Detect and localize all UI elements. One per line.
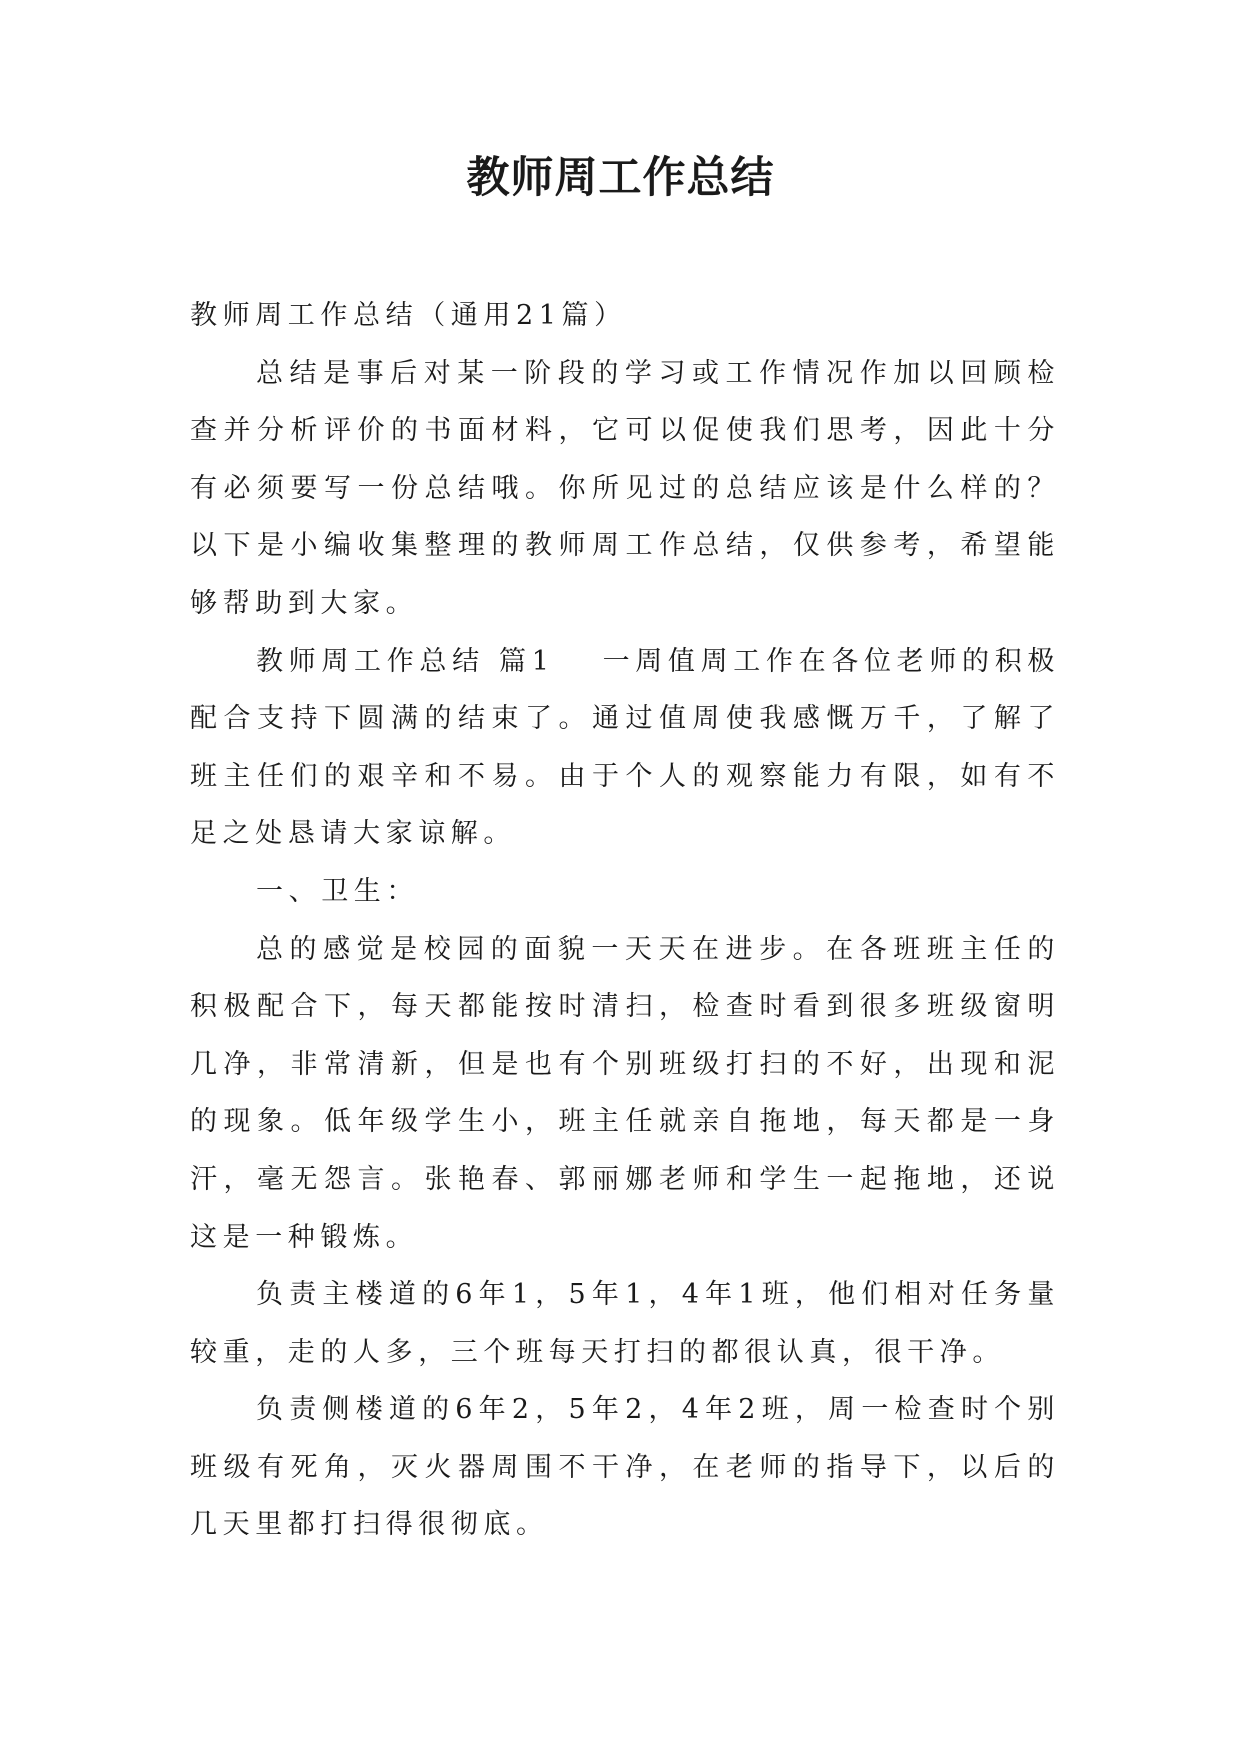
- document-title: 教师周工作总结: [466, 153, 775, 203]
- section-1-paragraph: [190, 633, 1060, 863]
- hygiene-heading: 一、卫生：: [256, 875, 419, 907]
- section-1-lead-text: 一周值周工作在各位老师的积极配合支持下圆满的结束了。通过值周使我感慨万千，了解了班主任们的艰辛和不易。由于个人的观察能力有限，如有不足之处恳请大家谅解。: [190, 645, 1060, 850]
- section-1-heading: 教师周工作总结 篇1: [256, 645, 555, 677]
- intro-paragraph: 总结是事后对某一阶段的学习或工作情况作加以回顾检查并分析评价的书面材料，它可以促使我们思考，因此十分有必须要写一份总结哦。你所见过的总结应该是什么样的？以下是小编收集整理的教师周工作总结，仅供参考，希望能够帮助到大家。: [190, 357, 1060, 619]
- hygiene-paragraph-1: 总的感觉是校园的面貌一天天在进步。在各班班主任的积极配合下，每天都能按时清扫，检查时看到很多班级窗明几净，非常清新，但是也有个别班级打扫的不好，出现和泥的现象。低年级学生小，班主任就亲自拖地，每天都是一身汗，毫无怨言。张艳春、郭丽娜老师和学生一起拖地，还说这是一种锻炼。: [190, 933, 1060, 1253]
- document-body: [190, 287, 1060, 1554]
- hygiene-paragraph-3: 负责侧楼道的6年2，5年2，4年2班，周一检查时个别班级有死角，灭火器周围不干净，在老师的指导下，以后的几天里都打扫得很彻底。: [190, 1394, 1060, 1541]
- hygiene-paragraph-2: 负责主楼道的6年1，5年1，4年1班，他们相对任务量较重，走的人多，三个班每天打扫的都很认真，很干净。: [190, 1279, 1060, 1368]
- document-subtitle: 教师周工作总结（通用21篇）: [190, 300, 627, 331]
